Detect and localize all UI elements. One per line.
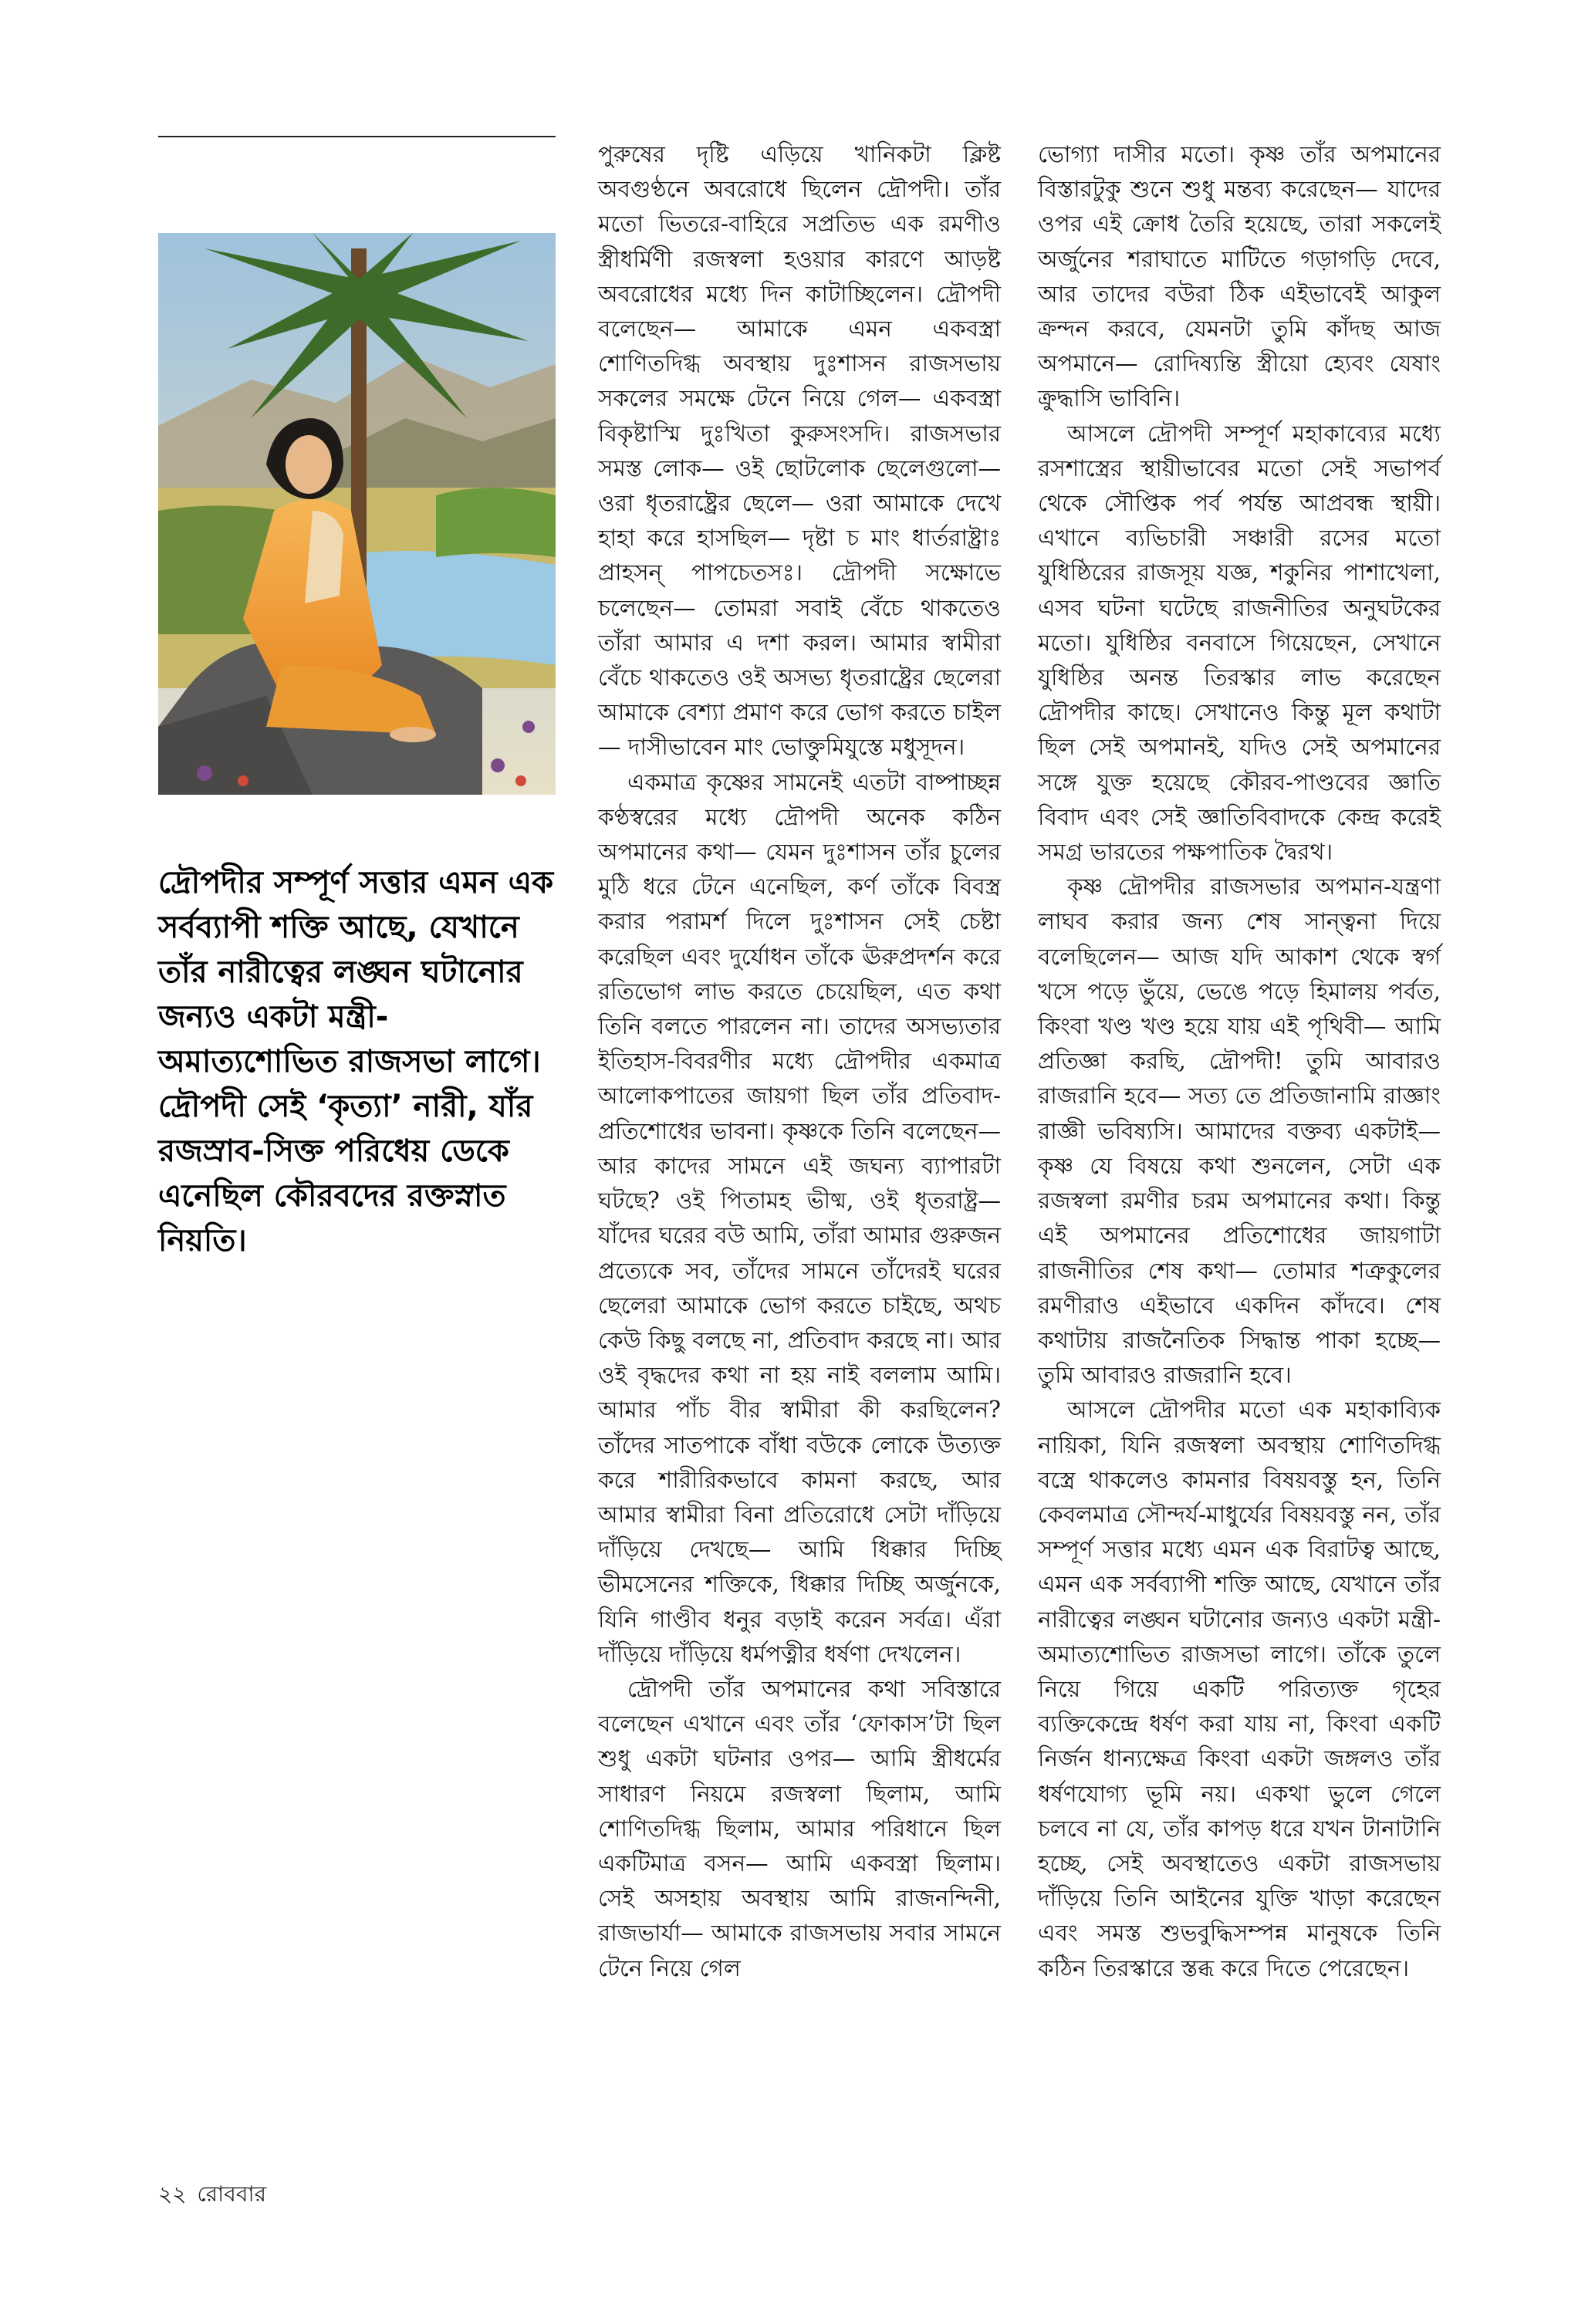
text-column-2 [1038, 137, 1441, 1986]
page-number: ২২ [158, 2181, 187, 2207]
painting-icon [158, 233, 556, 795]
folio [158, 2177, 277, 2214]
paragraph: আসলে দ্রৌপদী সম্পূর্ণ মহাকাব্যের মধ্যে রসশাস্ত্রের স্থায়ীভাবের মতো সেই সভাপর্ব থেকে সৌপ্তিক পর্ব পর্যন্ত আপ্রবন্ধ স্থায়ী। এখানে ব্যভিচারী সঞ্চারী রসের মতো যুধিষ্ঠিরের রাজসূয় যজ্ঞ, শকুনির পাশাখেলা, এসব ঘটনা ঘটেছে রাজনীতির অনুঘটকের মতো। যুধিষ্ঠির বনবাসে গিয়েছেন, সেখানে যুধিষ্ঠির অনন্ত তিরস্কার লাভ করেছেন দ্রৌপদীর কাছে। সেখানেও কিন্তু মূল কথাটা ছিল সেই অপমানই, যদিও সেই অপমানের সঙ্গে যুক্ত হয়েছে কৌরব-পাণ্ডবের জ্ঞাতি বিবাদ এবং সেই জ্ঞাতিবিবাদকে কেন্দ্র করেই সমগ্র ভারতের পক্ষপাতিক দ্বৈরথ। [1038, 420, 1441, 866]
paragraph: পুরুষের দৃষ্টি এড়িয়ে খানিকটা ক্লিষ্ট অবগুণ্ঠনে অবরোধে ছিলেন দ্রৌপদী। তাঁর মতো ভিতরে-বাহিরে সপ্রতিভ এক রমণীও স্ত্রীধর্মিণী রজস্বলা হওয়ার কারণে আড়ষ্ট অবরোধের মধ্যে দিন কাটাচ্ছিলেন। দ্রৌপদী বলেছেন— আমাকে এমন একবস্ত্রা শোণিতদিগ্ধ অবস্থায় দুঃশাসন রাজসভায় সকলের সমক্ষে টেনে নিয়ে গেল— একবস্ত্রা বিকৃষ্টাস্মি দুঃখিতা কুরুসংসদি। রাজসভার সমস্ত লোক— ওই ছোটলোক ছেলেগুলো— ওরা ধৃতরাষ্ট্রের ছেলে— ওরা আমাকে দেখে হাহা করে হাসছিল— দৃষ্টা চ মাং ধার্তরাষ্ট্রাঃ প্রাহসন্ পাপচেতসঃ। দ্রৌপদী সক্ষোভে চলেছেন— তোমরা সবাই বেঁচে থাকতেও তাঁরা আমার এ দশা করল। আমার স্বামীরা বেঁচে থাকতেও ওই অসভ্য ধৃতরাষ্ট্রের ছেলেরা আমাকে বেশ্যা প্রমাণ করে ভোগ করতে চাইল— দাসীভাবেন মাং ভোক্তুমিযুস্তে মধুসূদন। [598, 141, 1001, 761]
paragraph: দ্রৌপদী তাঁর অপমানের কথা সবিস্তারে বলেছেন এখানে এবং তাঁর ‘ফোকাস’টা ছিল শুধু একটা ঘটনার ওপর— আমি স্ত্রীধর্মের সাধারণ নিয়মে রজস্বলা ছিলাম, আমি শোণিতদিগ্ধ ছিলাম, আমার পরিধানে ছিল একটিমাত্র বসন— আমি একবস্ত্রা ছিলাম। সেই অসহায় অবস্থায় আমি রাজনন্দিনী, রাজভার্যা— আমাকে রাজসভায় সবার সামনে টেনে নিয়ে গেল [598, 1675, 1001, 1981]
paragraph: কৃষ্ণ দ্রৌপদীর রাজসভার অপমান-যন্ত্রণা লাঘব করার জন্য শেষ সান্ত্বনা দিয়ে বলেছিলেন— আজ যদি আকাশ থেকে স্বর্গ খসে পড়ে ভুঁয়ে, ভেঙে পড়ে হিমালয় পর্বত, কিংবা খণ্ড খণ্ড হয়ে যায় এই পৃথিবী— আমি প্রতিজ্ঞা করছি, দ্রৌপদী! তুমি আবারও রাজরানি হবে— সত্য তে প্রতিজানামি রাজ্ঞাং রাজ্ঞী ভবিষ্যসি। আমাদের বক্তব্য একটাই— কৃষ্ণ যে বিষয়ে কথা শুনলেন, সেটা এক রজস্বলা রমণীর চরম অপমানের কথা। কিন্তু এই অপমানের প্রতিশোধের জায়গাটা রাজনীতির শেষ কথা— তোমার শত্রুকুলের রমণীরাও এইভাবে একদিন কাঁদবে। শেষ কথাটায় রাজনৈতিক সিদ্ধান্ত পাকা হচ্ছে— তুমি আবারও রাজরানি হবে। [1038, 873, 1441, 1389]
magazine-name: রোববার [197, 2181, 266, 2207]
text-column-1 [598, 137, 1001, 1986]
draupadi-painting [158, 233, 556, 795]
paragraph: আসলে দ্রৌপদীর মতো এক মহাকাব্যিক নায়িকা, যিনি রজস্বলা অবস্থায় শোণিতদিগ্ধ বস্ত্রে থাকলেও কামনার বিষয়বস্তু হন, তিনি কেবলমাত্র সৌন্দর্য-মাধুর্যের বিষয়বস্তু নন, তাঁর সম্পূর্ণ সত্তার মধ্যে এমন এক বিরাটত্ব আছে, এমন এক সর্বব্যাপী শক্তি আছে, যেখানে তাঁর নারীত্বের লঙ্ঘন ঘটানোর জন্যও একটা মন্ত্রী-অমাত্যশোভিত রাজসভা লাগে। তাঁকে তুলে নিয়ে গিয়ে একটি পরিত্যক্ত গৃহের ব্যক্তিকেন্দ্রে ধর্ষণ করা যায় না, কিংবা একটি নির্জন ধান্যক্ষেত্র কিংবা একটা জঙ্গলও তাঁর ধর্ষণযোগ্য ভূমি নয়। একথা ভুলে গেলে চলবে না যে, তাঁর কাপড় ধরে যখন টানাটানি হচ্ছে, সেই অবস্থাতেও একটা রাজসভায় দাঁড়িয়ে তিনি আইনের যুক্তি খাড়া করেছেন এবং সমস্ত শুভবুদ্ধিসম্পন্ন মানুষকে তিনি কঠিন তিরস্কারে স্তব্ধ করে দিতে পেরেছেন। [1038, 1397, 1441, 1981]
paragraph: একমাত্র কৃষ্ণের সামনেই এতটা বাষ্পাচ্ছন্ন কণ্ঠস্বরের মধ্যে দ্রৌপদী অনেক কঠিন অপমানের কথা— যেমন দুঃশাসন তাঁর চুলের মুঠি ধরে টেনে এনেছিল, কর্ণ তাঁকে বিবস্ত্র করার পরামর্শ দিলে দুঃশাসন সেই চেষ্টা করেছিল এবং দুর্যোধন তাঁকে ঊরুপ্রদর্শন করে রতিভোগ লাভ করতে চেয়েছিল, এত কথা তিনি বলতে পারলেন না। তাদের অসভ্যতার ইতিহাস-বিবরণীর মধ্যে দ্রৌপদীর একমাত্র আলোকপাতের জায়গা ছিল তাঁর প্রতিবাদ-প্রতিশোধের ভাবনা। কৃষ্ণকে তিনি বলেছেন— আর কাদের সামনে এই জঘন্য ব্যাপারটা ঘটছে? ওই পিতামহ ভীষ্ম, ওই ধৃতরাষ্ট্র— যাঁদের ঘরের বউ আমি, তাঁরা আমার গুরুজন প্রত্যেকে সব, তাঁদের সামনে তাঁদেরই ঘরের ছেলেরা আমাকে ভোগ করতে চাইছে, অথচ কেউ কিছু বলছে না, প্রতিবাদ করছে না। আর ওই বৃদ্ধদের কথা না হয় নাই বললাম আমি। আমার পাঁচ বীর স্বামীরা কী করছিলেন? তাঁদের সাতপাকে বাঁধা বউকে লোকে উত্যক্ত করে শারীরিকভাবে কামনা করছে, আর আমার স্বামীরা বিনা প্রতিরোধে সেটা দাঁড়িয়ে দাঁড়িয়ে দেখছে— আমি ধিক্কার দিচ্ছি ভীমসেনের শক্তিকে, ধিক্কার দিচ্ছি অর্জুনকে, যিনি গাণ্ডীব ধনুর বড়াই করেন সর্বত্র। এঁরা দাঁড়িয়ে দাঁড়িয়ে ধর্মপত্নীর ধর্ষণা দেখলেন। [598, 768, 1001, 1667]
pull-quote: দ্রৌপদীর সম্পূর্ণ সত্তার এমন এক সর্বব্যাপী শক্তি আছে, যেখানে তাঁর নারীত্বের লঙ্ঘন ঘটানোর জন্যও একটা মন্ত্রী-অমাত্যশোভিত রাজসভা লাগে। দ্রৌপদী সেই ‘কৃত্যা’ নারী, যাঁর রজস্রাব-সিক্ত পরিধেয় ডেকে এনেছিল কৌরবদের রক্তস্নাত নিয়তি। [158, 865, 554, 1258]
paragraph: ভোগ্যা দাসীর মতো। কৃষ্ণ তাঁর অপমানের বিস্তারটুকু শুনে শুধু মন্তব্য করেছেন— যাদের ওপর এই ক্রোধ তৈরি হয়েছে, তারা সকলেই অর্জুনের শরাঘাতে মাটিতে গড়াগড়ি দেবে, আর তাদের বউরা ঠিক এইভাবেই আকুল ক্রন্দন করবে, যেমনটা তুমি কাঁদছ আজ অপমানে— রোদিষ্যন্তি স্ত্রীয়ো হ্যেবং যেষাং ক্রুদ্ধাসি ভাবিনি। [1038, 141, 1441, 412]
top-rule [158, 136, 556, 137]
